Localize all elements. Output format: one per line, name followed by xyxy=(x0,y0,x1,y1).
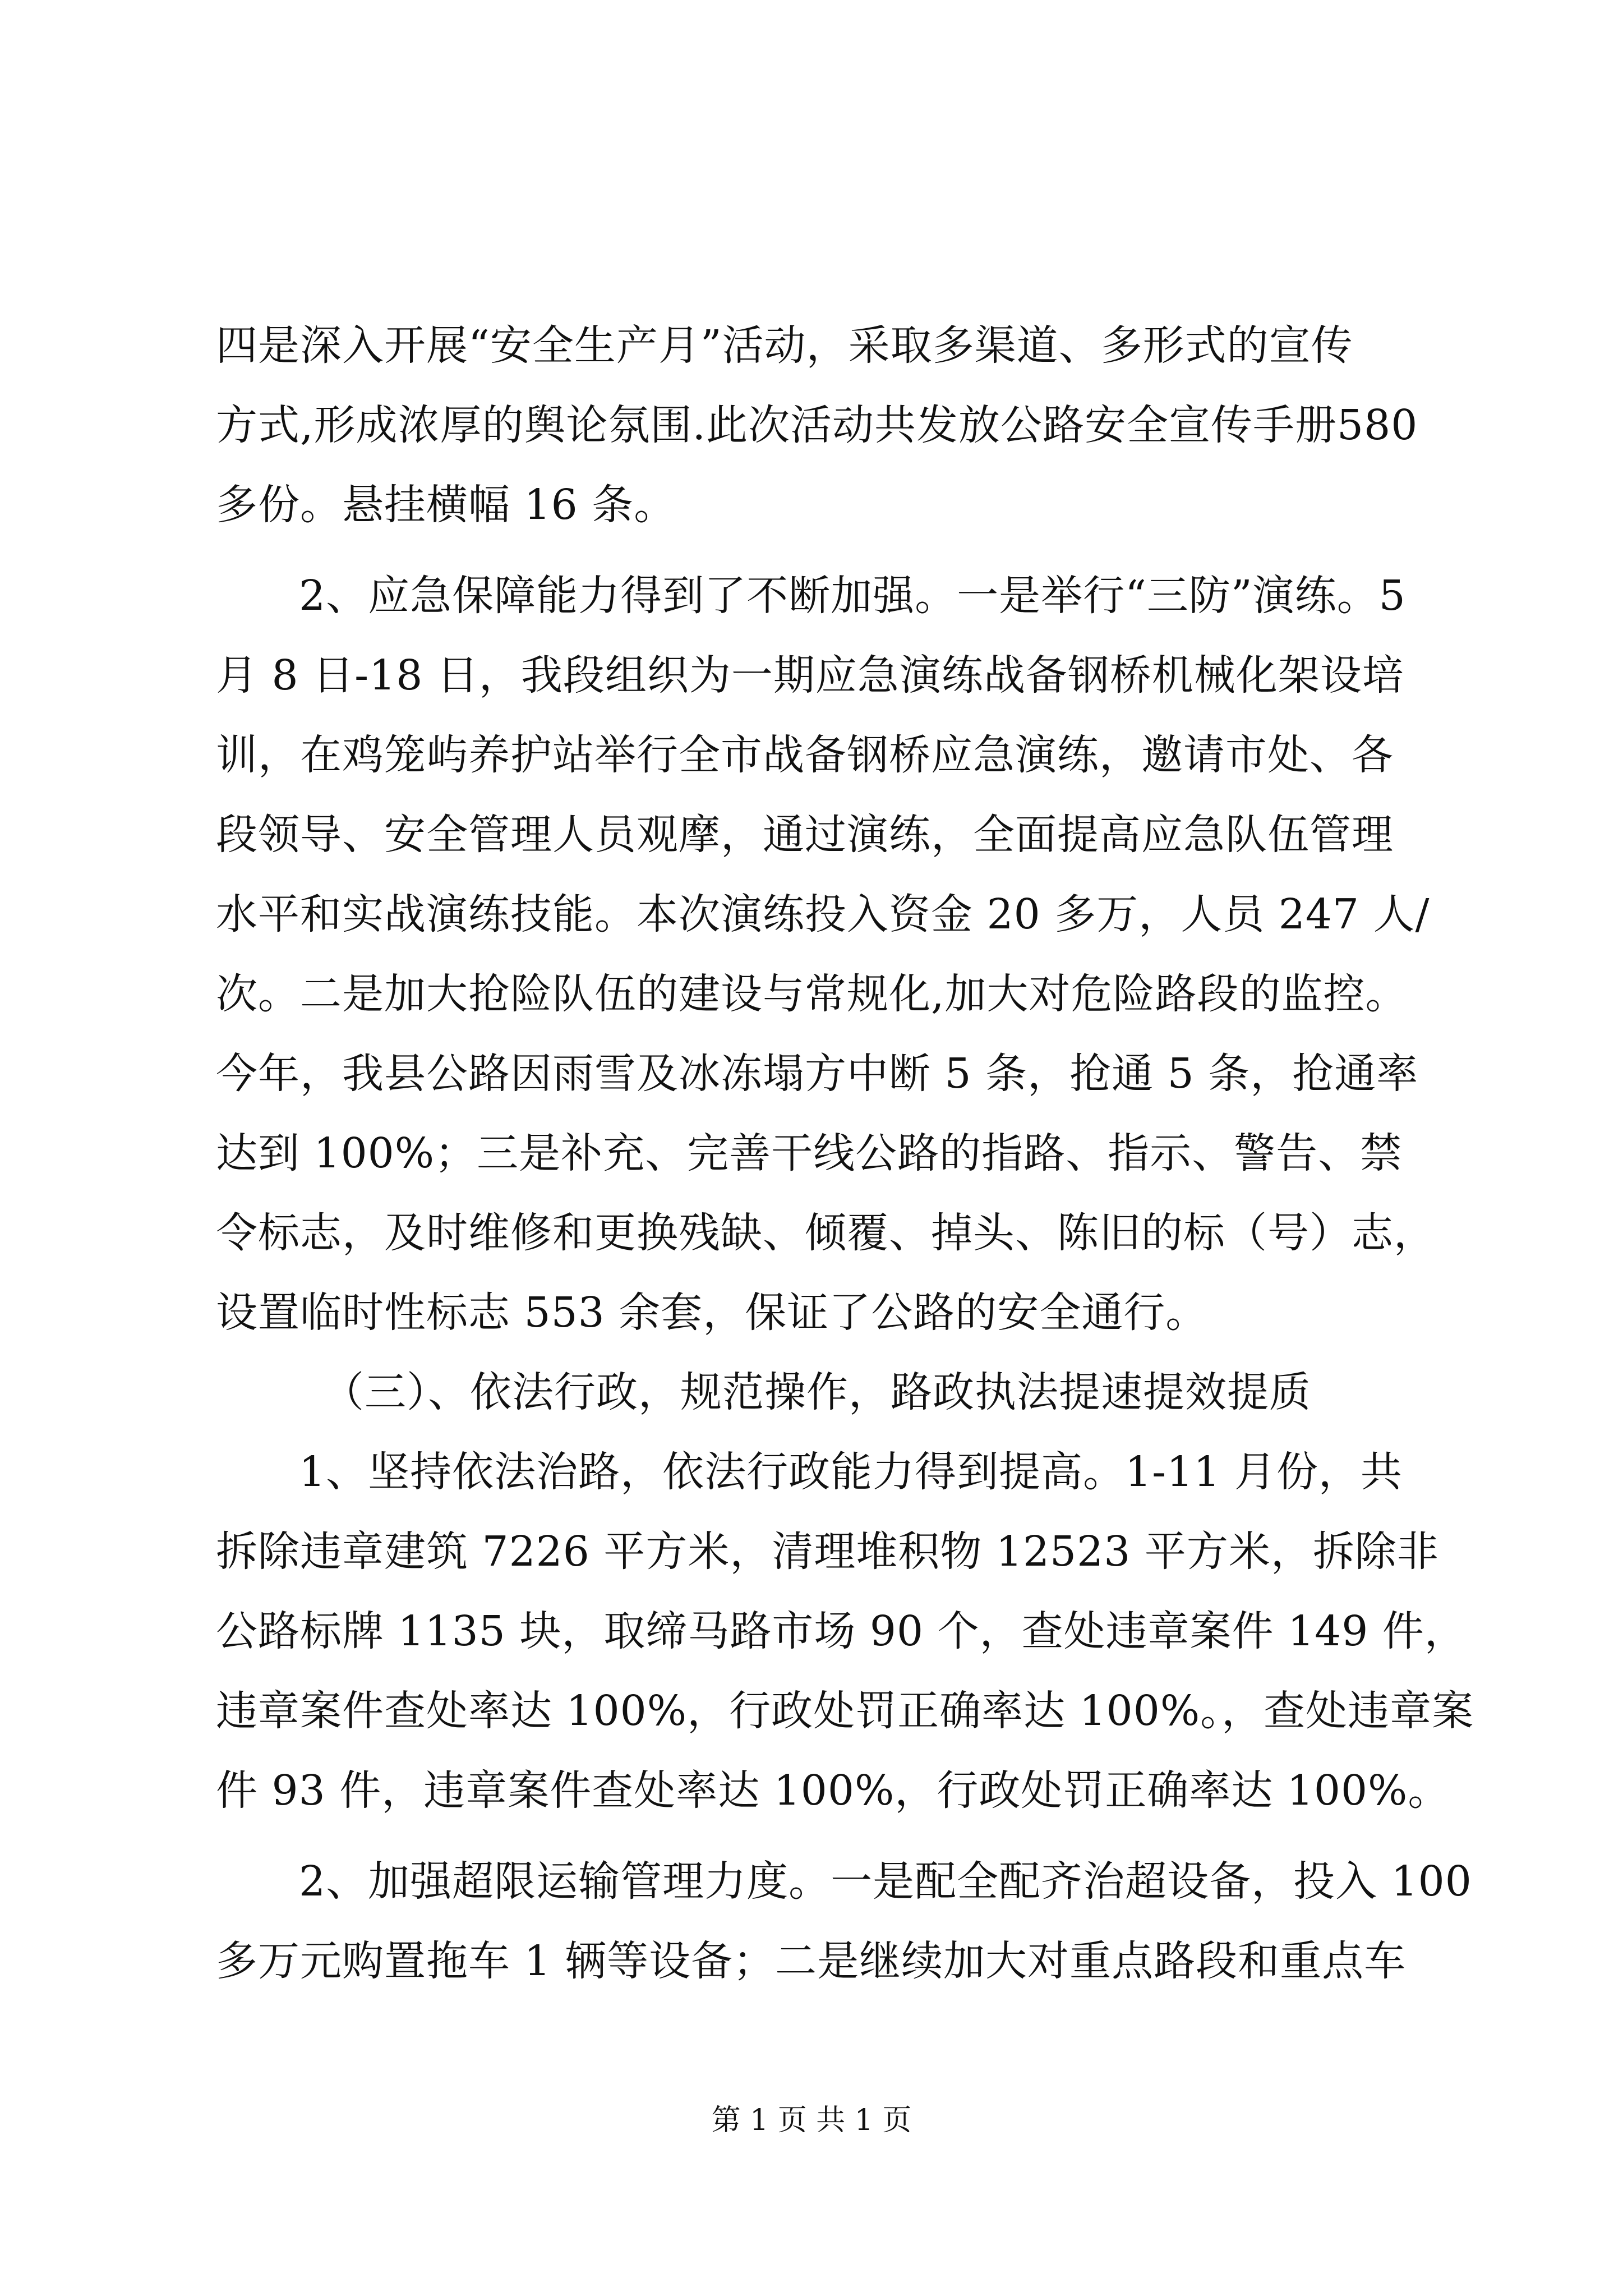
paragraph-line: 多万元购置拖车 1 辆等设备；二是继续加大对重点路段和重点车 xyxy=(216,1937,1407,1985)
paragraph-line: 公路标牌 1135 块，取缔马路市场 90 个，查处违章案件 149 件， xyxy=(216,1607,1467,1655)
paragraph-line: 令标志，及时维修和更换残缺、倾覆、掉头、陈旧的标（号）志， xyxy=(216,1209,1436,1257)
paragraph-line: 四是深入开展“安全生产月”活动，采取多渠道、多形式的宣传 xyxy=(216,321,1353,370)
page-footer: 第 1 页 共 1 页 xyxy=(711,2104,912,2137)
paragraph-line: 达到 100%；三是补充、完善干线公路的指路、指示、警告、禁 xyxy=(216,1129,1403,1177)
paragraph-line: 月 8 日-18 日，我段组织为一期应急演练战备钢桥机械化架设培 xyxy=(216,651,1404,700)
paragraph-line: 2、应急保障能力得到了不断加强。一是举行“三防”演练。5 xyxy=(299,572,1406,620)
paragraph-line: 段领导、安全管理人员观摩，通过演练，全面提高应急队伍管理 xyxy=(216,811,1394,859)
document-body xyxy=(216,306,1474,2001)
section-heading: （三）、依法行政，规范操作，路政执法提速提效提质 xyxy=(322,1368,1311,1416)
paragraph-line: 今年，我县公路因雨雪及冰冻塌方中断 5 条，抢通 5 条，抢通率 xyxy=(216,1050,1419,1098)
paragraph-line: 水平和实战演练技能。本次演练投入资金 20 多万，人员 247 人/ xyxy=(216,890,1430,938)
paragraph-line: 设置临时性标志 553 余套，保证了公路的安全通行。 xyxy=(216,1289,1208,1337)
paragraph-line: 2、加强超限运输管理力度。一是配全配齐治超设备，投入 100 xyxy=(299,1857,1472,1906)
paragraph-line: 方式,形成浓厚的舆论氛围.此次活动共发放公路安全宣传手册580 xyxy=(216,401,1418,449)
paragraph-line: 件 93 件，违章案件查处率达 100%，行政处罚正确率达 100%。 xyxy=(216,1766,1450,1815)
paragraph-line: 1、坚持依法治路，依法行政能力得到提高。1-11 月份，共 xyxy=(299,1448,1403,1496)
paragraph-line: 次。二是加大抢险队伍的建设与常规化,加大对危险路段的监控。 xyxy=(216,970,1408,1018)
paragraph-line: 拆除违章建筑 7226 平方米，清理堆积物 12523 平方米，拆除非 xyxy=(216,1527,1439,1576)
paragraph-line: 训，在鸡笼屿养护站举行全市战备钢桥应急演练，邀请市处、各 xyxy=(216,731,1394,779)
paragraph-line: 违章案件查处率达 100%，行政处罚正确率达 100%。，查处违章案 xyxy=(216,1687,1474,1735)
paragraph-line: 多份。悬挂横幅 16 条。 xyxy=(216,481,676,529)
